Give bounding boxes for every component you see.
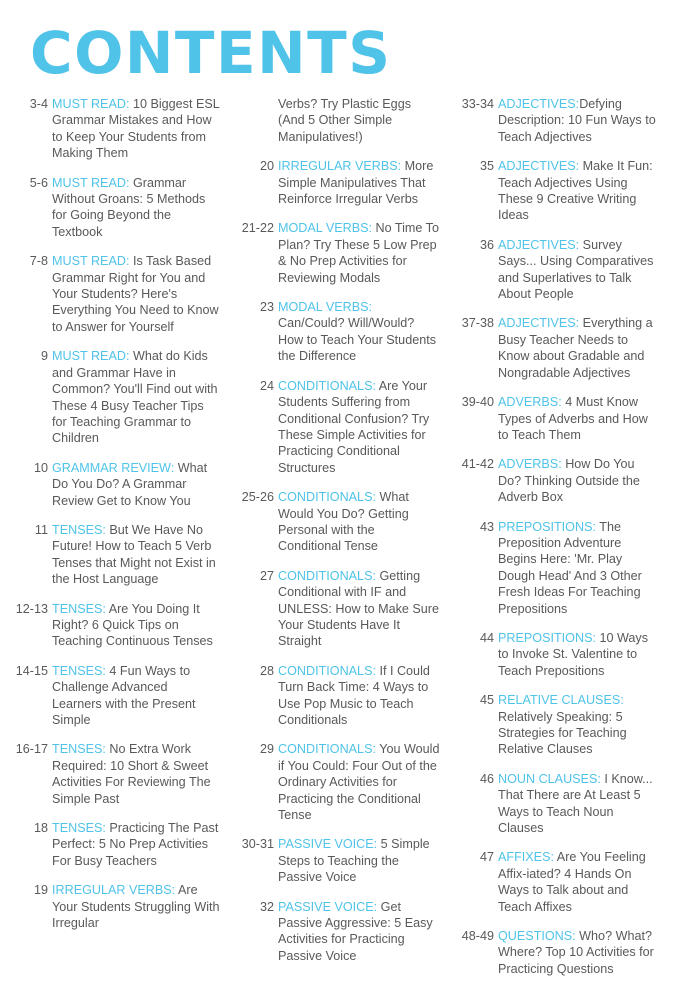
toc-entry[interactable]: [234, 378, 440, 476]
toc-category: QUESTIONS:: [498, 929, 576, 944]
toc-page-number: 12-13: [15, 601, 48, 616]
toc-entry-text: [498, 519, 660, 617]
toc-category: CONDITIONALS:: [278, 378, 376, 393]
toc-entry-text: [52, 348, 220, 446]
toc-page-number: 11: [34, 522, 48, 537]
toc-page-number: 16-17: [15, 742, 48, 757]
toc-entry-text: [52, 820, 220, 869]
toc-page-number: 19: [33, 883, 48, 898]
toc-description: Verbs? Try Plastic Eggs (And 5 Other Simple Manipulatives!): [278, 97, 411, 144]
toc-category: PASSIVE VOICE:: [278, 837, 378, 852]
toc-entry[interactable]: [14, 522, 220, 588]
toc-entry[interactable]: [454, 692, 660, 758]
toc-page-number: 9: [40, 349, 48, 364]
toc-category: MODAL VERBS:: [278, 300, 373, 315]
toc-page-number: 39-40: [461, 395, 494, 410]
toc-category: MUST READ:: [52, 349, 130, 364]
toc-entry-text: [52, 175, 220, 241]
toc-entry-continued[interactable]: [234, 96, 440, 145]
toc-page-number: 44: [479, 630, 494, 645]
toc-description: What do Kids and Grammar Have in Common? You'll Find out with These 4 Busy Teacher Tips for Teaching Grammar to Children: [52, 349, 218, 446]
toc-entry[interactable]: [454, 519, 660, 617]
toc-page-number: 46: [479, 771, 494, 786]
toc-page-number: 32: [259, 899, 274, 914]
toc-entry-text: [278, 378, 440, 476]
toc-entry-text: [498, 394, 660, 443]
toc-description: No Time To Plan? Try These 5 Low Prep & No Prep Activities for Reviewing Modals: [278, 221, 439, 285]
toc-entry-text: [498, 771, 660, 837]
toc-entry[interactable]: [454, 630, 660, 679]
toc-description: What Do You Do? A Grammar Review Get to Know You: [52, 460, 208, 508]
toc-description: But We Have No Future! How to Teach 5 Verb Tenses that Might not Exist in the Host Language: [52, 522, 216, 587]
toc-description: What Would You Do? Getting Personal with the Conditional Tense: [278, 490, 409, 554]
toc-page-number: 48-49: [461, 929, 494, 944]
toc-entry-text: [498, 692, 660, 758]
toc-page-number: 36: [479, 237, 494, 252]
toc-page-number: 21-22: [241, 221, 274, 236]
toc-entry-text: [52, 601, 220, 650]
toc-entry-text: [52, 741, 220, 807]
toc-page-number: 20: [259, 159, 274, 174]
toc-description: Survey Says... Using Comparatives and Superlatives to Talk About People: [498, 237, 654, 302]
toc-page-number: 23: [259, 300, 274, 315]
toc-entry[interactable]: [234, 489, 440, 555]
toc-entry[interactable]: [454, 158, 660, 224]
toc-entry[interactable]: [234, 741, 440, 823]
toc-page-number: 37-38: [461, 316, 494, 331]
toc-page-number: 35: [479, 159, 494, 174]
toc-description: You Would if You Could: Four Out of the Ordinary Activities for Practicing the Conditional Tense: [278, 742, 440, 823]
toc-entry[interactable]: [14, 460, 220, 509]
toc-page-number: 29: [259, 742, 274, 757]
toc-entry-text: [498, 315, 660, 381]
toc-category: TENSES:: [52, 522, 106, 537]
contents-column-1: [14, 96, 220, 944]
toc-category: AFFIXES:: [498, 850, 554, 865]
toc-page-number: 3-4: [29, 97, 48, 111]
toc-entry[interactable]: [454, 315, 660, 381]
toc-entry[interactable]: [234, 158, 440, 207]
toc-entry[interactable]: [454, 928, 660, 977]
toc-description: The Preposition Adventure Begins Here: 'Mr. Play Dough Head' And 3 Other Fresh Ideas For Teaching Prepositions: [498, 519, 642, 616]
toc-page-number: 5-6: [29, 175, 48, 190]
toc-entry-text: [278, 899, 440, 965]
toc-page-number: 43: [479, 519, 494, 534]
toc-entry-text: [52, 882, 220, 931]
toc-category: TENSES:: [52, 663, 106, 678]
toc-page-number: 25-26: [241, 490, 274, 505]
toc-entry[interactable]: [14, 253, 220, 335]
toc-description: Are You Doing It Right? 6 Quick Tips on Teaching Continuous Tenses: [52, 601, 213, 649]
toc-entry-text: [498, 237, 660, 303]
toc-entry[interactable]: [14, 96, 220, 162]
toc-description: Are Your Students Suffering from Conditional Confusion? Try These Simple Activities for Practicing Conditional Structures: [278, 378, 430, 475]
toc-entry-text: [278, 568, 440, 650]
toc-category: CONDITIONALS:: [278, 490, 376, 505]
toc-entry-text: [278, 220, 440, 286]
toc-category: ADJECTIVES:: [498, 316, 580, 331]
toc-category: IRREGULAR VERBS:: [278, 159, 402, 174]
toc-entry[interactable]: [234, 663, 440, 729]
toc-description: If I Could Turn Back Time: 4 Ways to Use Pop Music to Teach Conditionals: [278, 663, 430, 727]
toc-category: MUST READ:: [52, 254, 130, 269]
toc-category: ADJECTIVES:: [498, 159, 580, 174]
toc-entry[interactable]: [14, 820, 220, 869]
toc-category: ADJECTIVES:: [498, 237, 580, 252]
toc-page-number: 41-42: [461, 457, 494, 472]
toc-entry-text: [52, 253, 220, 335]
toc-category: IRREGULAR VERBS:: [52, 883, 176, 898]
toc-description: Are You Feeling Affix-iated? 4 Hands On Ways to Talk about and Teach Affixes: [498, 850, 646, 914]
toc-entry[interactable]: [14, 601, 220, 650]
toc-description: Are Your Students Struggling With Irregular: [52, 883, 220, 931]
contents-column-2: [234, 96, 440, 977]
toc-description: No Extra Work Required: 10 Short & Sweet Activities For Reviewing The Simple Past: [52, 742, 211, 806]
toc-entry[interactable]: [454, 96, 660, 145]
toc-page-number: 18: [33, 821, 48, 836]
toc-entry-text: [52, 522, 220, 588]
toc-description: I Know... That There are At Least 5 Ways to Teach Noun Clauses: [498, 771, 653, 836]
toc-description: Relatively Speaking: 5 Strategies for Teaching Relative Clauses: [498, 709, 627, 757]
toc-category: ADVERBS:: [498, 457, 562, 472]
toc-entry[interactable]: [454, 771, 660, 837]
toc-description: 5 Simple Steps to Teaching the Passive Voice: [278, 837, 430, 885]
toc-entry[interactable]: [234, 836, 440, 885]
toc-description: Get Passive Aggressive: 5 Easy Activities for Practicing Passive Voice: [278, 899, 433, 963]
toc-entry[interactable]: [14, 882, 220, 931]
toc-entry[interactable]: [454, 456, 660, 505]
toc-entry-text: [498, 456, 660, 505]
toc-category: TENSES:: [52, 742, 106, 757]
toc-entry-text: [498, 158, 660, 224]
toc-category: TENSES:: [52, 601, 106, 616]
toc-description: Getting Conditional with IF and UNLESS: How to Make Sure Your Students Have It Straight: [278, 568, 439, 649]
toc-category: ADVERBS:: [498, 395, 562, 410]
toc-category: RELATIVE CLAUSES:: [498, 693, 624, 708]
toc-page-number: 45: [479, 693, 494, 708]
toc-category: CONDITIONALS:: [278, 663, 376, 678]
toc-entry-text: [278, 663, 440, 729]
toc-description: 10 Biggest ESL Grammar Mistakes and How to Keep Your Students from Making Them: [52, 97, 220, 161]
toc-entry[interactable]: [14, 663, 220, 729]
toc-entry-text: [498, 630, 660, 679]
toc-entry[interactable]: [234, 568, 440, 650]
toc-page-number: 10: [33, 460, 48, 475]
toc-category: GRAMMAR REVIEW:: [52, 460, 175, 475]
toc-entry[interactable]: [454, 849, 660, 915]
toc-entry[interactable]: [14, 741, 220, 807]
toc-category: PASSIVE VOICE:: [278, 899, 378, 914]
toc-page-number: 14-15: [15, 663, 48, 678]
toc-category: NOUN CLAUSES:: [498, 771, 601, 786]
toc-entry[interactable]: [454, 394, 660, 443]
toc-category: PREPOSITIONS:: [498, 519, 596, 534]
toc-entry[interactable]: [14, 348, 220, 446]
toc-description: Make It Fun: Teach Adjectives Using These 9 Creative Writing Ideas: [498, 159, 653, 223]
toc-entry-text: [278, 96, 440, 145]
toc-category: MUST READ:: [52, 97, 130, 111]
toc-page-number: 28: [259, 663, 274, 678]
toc-description: How Do You Do? Thinking Outside the Adverb Box: [498, 457, 640, 505]
toc-description: More Simple Manipulatives That Reinforce Irregular Verbs: [278, 159, 434, 207]
toc-category: PREPOSITIONS:: [498, 630, 596, 645]
toc-entry[interactable]: [234, 899, 440, 965]
toc-description: 4 Fun Ways to Challenge Advanced Learners with the Present Simple: [52, 663, 196, 727]
toc-entry[interactable]: [234, 220, 440, 286]
toc-entry-text: [278, 741, 440, 823]
toc-description: 4 Must Know Types of Adverbs and How to Teach Them: [498, 395, 648, 442]
contents-column-3: [454, 96, 660, 990]
toc-description: Can/Could? Will/Would? How to Teach Your Students the Difference: [278, 316, 436, 364]
toc-entry-text: [278, 836, 440, 885]
toc-page-number: 24: [259, 378, 274, 393]
toc-page-number: 33-34: [461, 97, 494, 111]
toc-category: MODAL VERBS:: [278, 221, 373, 236]
toc-entry-text: [498, 928, 660, 977]
toc-page-number: 30-31: [241, 837, 274, 852]
toc-description: Grammar Without Groans: 5 Methods for Going Beyond the Textbook: [52, 175, 206, 239]
contents-columns: [14, 96, 660, 990]
toc-entry-text: [278, 158, 440, 207]
toc-entry[interactable]: [454, 237, 660, 303]
toc-category: CONDITIONALS:: [278, 742, 376, 757]
toc-entry[interactable]: [14, 175, 220, 241]
toc-page-number: 47: [479, 850, 494, 865]
toc-entry-text: [52, 96, 220, 162]
page-title: CONTENTS: [30, 19, 392, 87]
toc-description: Defying Description: 10 Fun Ways to Teach Adjectives: [498, 97, 656, 144]
toc-category: CONDITIONALS:: [278, 568, 376, 583]
toc-entry[interactable]: [234, 299, 440, 365]
toc-category: TENSES:: [52, 821, 106, 836]
toc-description: Everything a Busy Teacher Needs to Know about Gradable and Nongradable Adjectives: [498, 316, 653, 380]
toc-category: ADJECTIVES:: [498, 97, 580, 111]
toc-entry-text: [52, 460, 220, 509]
toc-page-number: 27: [259, 568, 274, 583]
toc-description: 10 Ways to Invoke St. Valentine to Teach Prepositions: [498, 630, 649, 678]
toc-entry-text: [278, 489, 440, 555]
toc-description: Who? What? Where? Top 10 Activities for Practicing Questions: [498, 929, 654, 976]
toc-entry-text: [498, 849, 660, 915]
toc-category: MUST READ:: [52, 175, 130, 190]
toc-entry-text: [498, 96, 660, 145]
toc-page-number: 7-8: [29, 254, 48, 269]
toc-description: Practicing The Past Perfect: 5 No Prep Activities For Busy Teachers: [52, 821, 219, 868]
toc-entry-text: [278, 299, 440, 365]
toc-entry-text: [52, 663, 220, 729]
toc-description: Is Task Based Grammar Right for You and Your Students? Here's Everything You Need to Know to Answer for Yourself: [52, 254, 219, 334]
